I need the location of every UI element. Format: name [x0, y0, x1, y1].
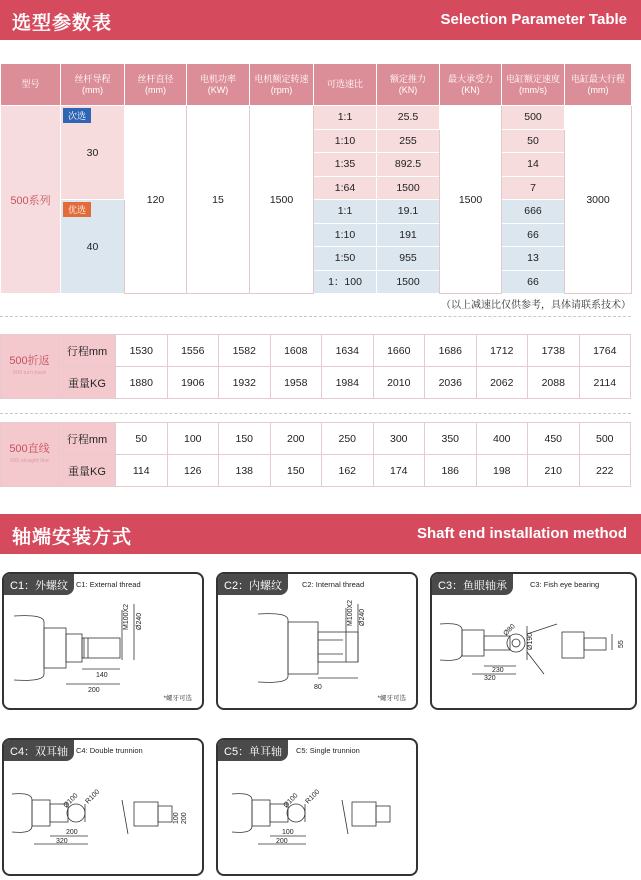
turn-back-stroke-table: [0, 334, 631, 399]
stroke-value: 1738: [528, 335, 580, 367]
thrust-cell: 1500: [377, 176, 440, 200]
stroke-value: 150: [219, 423, 271, 455]
cyl-speed-cell: 7: [502, 176, 565, 200]
cyl-speed-cell: 66: [502, 223, 565, 247]
ratio-cell: 1：100: [314, 270, 377, 294]
bore-dim: Ø100: [282, 792, 300, 810]
stroke-value: 450: [528, 423, 580, 455]
weight-row-label: 重量KG: [59, 367, 116, 399]
stroke-value: 250: [322, 423, 374, 455]
cyl-speed-cell: 14: [502, 153, 565, 177]
secondary-badge: 次选: [63, 108, 91, 123]
mount-footnote: *螺牙可选: [377, 695, 406, 702]
stroke-row-label: 行程mm: [59, 423, 116, 455]
section-title-en: Shaft end installation method: [416, 525, 627, 542]
ratio-note: （以上减速比仅供参考，具体请联系技术）: [441, 300, 631, 311]
stroke-value: 1634: [322, 335, 374, 367]
section-banner-shaft: [0, 514, 641, 554]
weight-value: 138: [219, 455, 271, 487]
thrust-cell: 25.5: [377, 106, 440, 130]
stroke-value: 1582: [219, 335, 271, 367]
mount-card-c1: [2, 572, 204, 710]
ratio-cell: 1:64: [314, 176, 377, 200]
weight-value: 1906: [167, 367, 219, 399]
stroke-value: 200: [270, 423, 322, 455]
length-dim: 320: [56, 838, 68, 845]
weight-value: 186: [425, 455, 477, 487]
radius-dim: R100: [304, 788, 322, 806]
header-diameter: 丝杆直径 (mm): [125, 64, 187, 106]
bore-dim: Ø100: [62, 792, 80, 810]
mount-code: C3：鱼眼轴承: [432, 574, 513, 595]
weight-value: 222: [579, 455, 631, 487]
stroke-value: 1686: [425, 335, 477, 367]
thrust-cell: 892.5: [377, 153, 440, 177]
straight-line-stroke-table: [0, 422, 631, 487]
length-dim: 140: [96, 672, 108, 679]
diameter-cell: 120: [125, 106, 187, 294]
motor-speed-cell: 1500: [250, 106, 314, 294]
thrust-cell: 191: [377, 223, 440, 247]
mount-code: C1：外螺纹: [4, 574, 74, 595]
lead-cell: [61, 200, 125, 294]
mount-caption: C5: Single trunnion: [296, 746, 360, 755]
mount-code: C5：单耳轴: [218, 740, 288, 761]
max-load-cell: 1500: [440, 106, 502, 294]
thrust-cell: 1500: [377, 270, 440, 294]
weight-value: 162: [322, 455, 374, 487]
stroke-value: 1556: [167, 335, 219, 367]
mount-code: C4：双耳轴: [4, 740, 74, 761]
diameter-dim: Ø190: [527, 632, 534, 650]
weight-value: 210: [528, 455, 580, 487]
ratio-cell: 1:10: [314, 129, 377, 153]
width-dim: 100: [173, 812, 180, 824]
bore-dim: Ø80: [502, 623, 517, 638]
weight-value: 2062: [476, 367, 528, 399]
weight-value: 150: [270, 455, 322, 487]
length-dim: 230: [492, 667, 504, 674]
stroke-value: 1530: [116, 335, 168, 367]
power-cell: 15: [187, 106, 250, 294]
mount-card-c4: [2, 738, 204, 876]
stroke-value: 350: [425, 423, 477, 455]
divider: [0, 316, 631, 317]
thread-dim: M100X2: [123, 603, 130, 630]
lead-value: 40: [86, 240, 99, 253]
thrust-cell: 255: [377, 129, 440, 153]
weight-row-label: 重量KG: [59, 455, 116, 487]
mount-caption: C1: External thread: [76, 580, 141, 589]
stroke-value: 1608: [270, 335, 322, 367]
diameter-dim: Ø240: [136, 612, 143, 630]
width-dim: 55: [618, 640, 625, 648]
thrust-cell: 19.1: [377, 200, 440, 224]
header-lead: 丝杆导程 (mm): [61, 64, 125, 106]
weight-value: 1958: [270, 367, 322, 399]
table-row: [1, 200, 632, 224]
model-cell: 500系列: [1, 106, 61, 294]
mount-caption: C2: Internal thread: [302, 580, 365, 589]
stroke-value: 1660: [373, 335, 425, 367]
ratio-cell: 1:1: [314, 106, 377, 130]
weight-value: 2036: [425, 367, 477, 399]
radius-dim: R100: [84, 788, 102, 806]
stroke-value: 500: [579, 423, 631, 455]
cyl-speed-cell: 66: [502, 270, 565, 294]
stroke-value: 50: [116, 423, 168, 455]
thrust-cell: 955: [377, 247, 440, 271]
cyl-speed-cell: 13: [502, 247, 565, 271]
mount-code: C2：内螺纹: [218, 574, 288, 595]
ratio-cell: 1:35: [314, 153, 377, 177]
cyl-speed-cell: 50: [502, 129, 565, 153]
header-cyl-speed: 电缸额定速度 (mm/s): [502, 64, 565, 106]
selection-parameter-table: [0, 63, 632, 294]
mount-card-c3: [430, 572, 637, 710]
cyl-speed-cell: 666: [502, 200, 565, 224]
stroke-value: 1764: [579, 335, 631, 367]
header-model: 型号: [1, 64, 61, 106]
ratio-cell: 1:10: [314, 223, 377, 247]
length-dim: 320: [484, 675, 496, 682]
thread-dim: M100X2: [347, 599, 354, 626]
lead-value: 30: [86, 146, 99, 159]
header-max-stroke: 电缸最大行程 (mm): [565, 64, 632, 106]
divider: [0, 413, 631, 414]
cyl-speed-cell: 500: [502, 106, 565, 130]
max-stroke-cell: 3000: [565, 106, 632, 294]
length-dim: 200: [276, 838, 288, 845]
stroke-value: 300: [373, 423, 425, 455]
ratio-cell: 1:1: [314, 200, 377, 224]
table-row: [1, 423, 631, 455]
weight-value: 1984: [322, 367, 374, 399]
stroke-value: 400: [476, 423, 528, 455]
weight-value: 198: [476, 455, 528, 487]
header-thrust: 额定推力 (KN): [377, 64, 440, 106]
table-row: [1, 335, 631, 367]
table-row: [1, 367, 631, 399]
stroke-row-label: 行程mm: [59, 335, 116, 367]
length-dim: 100: [282, 829, 294, 836]
mount-caption: C4: Double trunnion: [76, 746, 143, 755]
header-motor-speed: 电机额定转速 (rpm): [250, 64, 314, 106]
header-power: 电机功率 (KW): [187, 64, 250, 106]
weight-value: 2088: [528, 367, 580, 399]
stroke-value: 100: [167, 423, 219, 455]
weight-value: 2010: [373, 367, 425, 399]
mount-card-c2: [216, 572, 418, 710]
table-row: [1, 455, 631, 487]
category-label: 500直线 500 straight line: [1, 423, 59, 487]
mount-card-c5: [216, 738, 418, 876]
weight-value: 174: [373, 455, 425, 487]
diameter-dim: Ø240: [359, 608, 366, 626]
weight-value: 1932: [219, 367, 271, 399]
stroke-value: 1712: [476, 335, 528, 367]
mount-caption: C3: Fish eye bearing: [530, 580, 600, 589]
weight-value: 1880: [116, 367, 168, 399]
weight-value: 126: [167, 455, 219, 487]
header-ratio: 可选速比: [314, 64, 377, 106]
section-title-cn: 轴端安装方式: [12, 526, 133, 548]
width-dim: 200: [181, 812, 188, 824]
length-dim: 200: [66, 829, 78, 836]
weight-value: 114: [116, 455, 168, 487]
section-title-en: Selection Parameter Table: [440, 11, 627, 28]
lead-cell: [61, 106, 125, 200]
ratio-cell: 1:50: [314, 247, 377, 271]
length-dim: 80: [314, 684, 322, 691]
category-label: 500折返 500 turn back: [1, 335, 59, 399]
length-dim: 200: [88, 687, 100, 694]
table-header-row: [1, 64, 632, 106]
table-row: [1, 106, 632, 130]
weight-value: 2114: [579, 367, 631, 399]
section-title-cn: 选型参数表: [12, 12, 113, 34]
preferred-badge: 优选: [63, 202, 91, 217]
section-banner-selection: [0, 0, 641, 40]
header-max-load: 最大承受力 (KN): [440, 64, 502, 106]
mount-footnote: *螺牙可选: [163, 695, 192, 702]
